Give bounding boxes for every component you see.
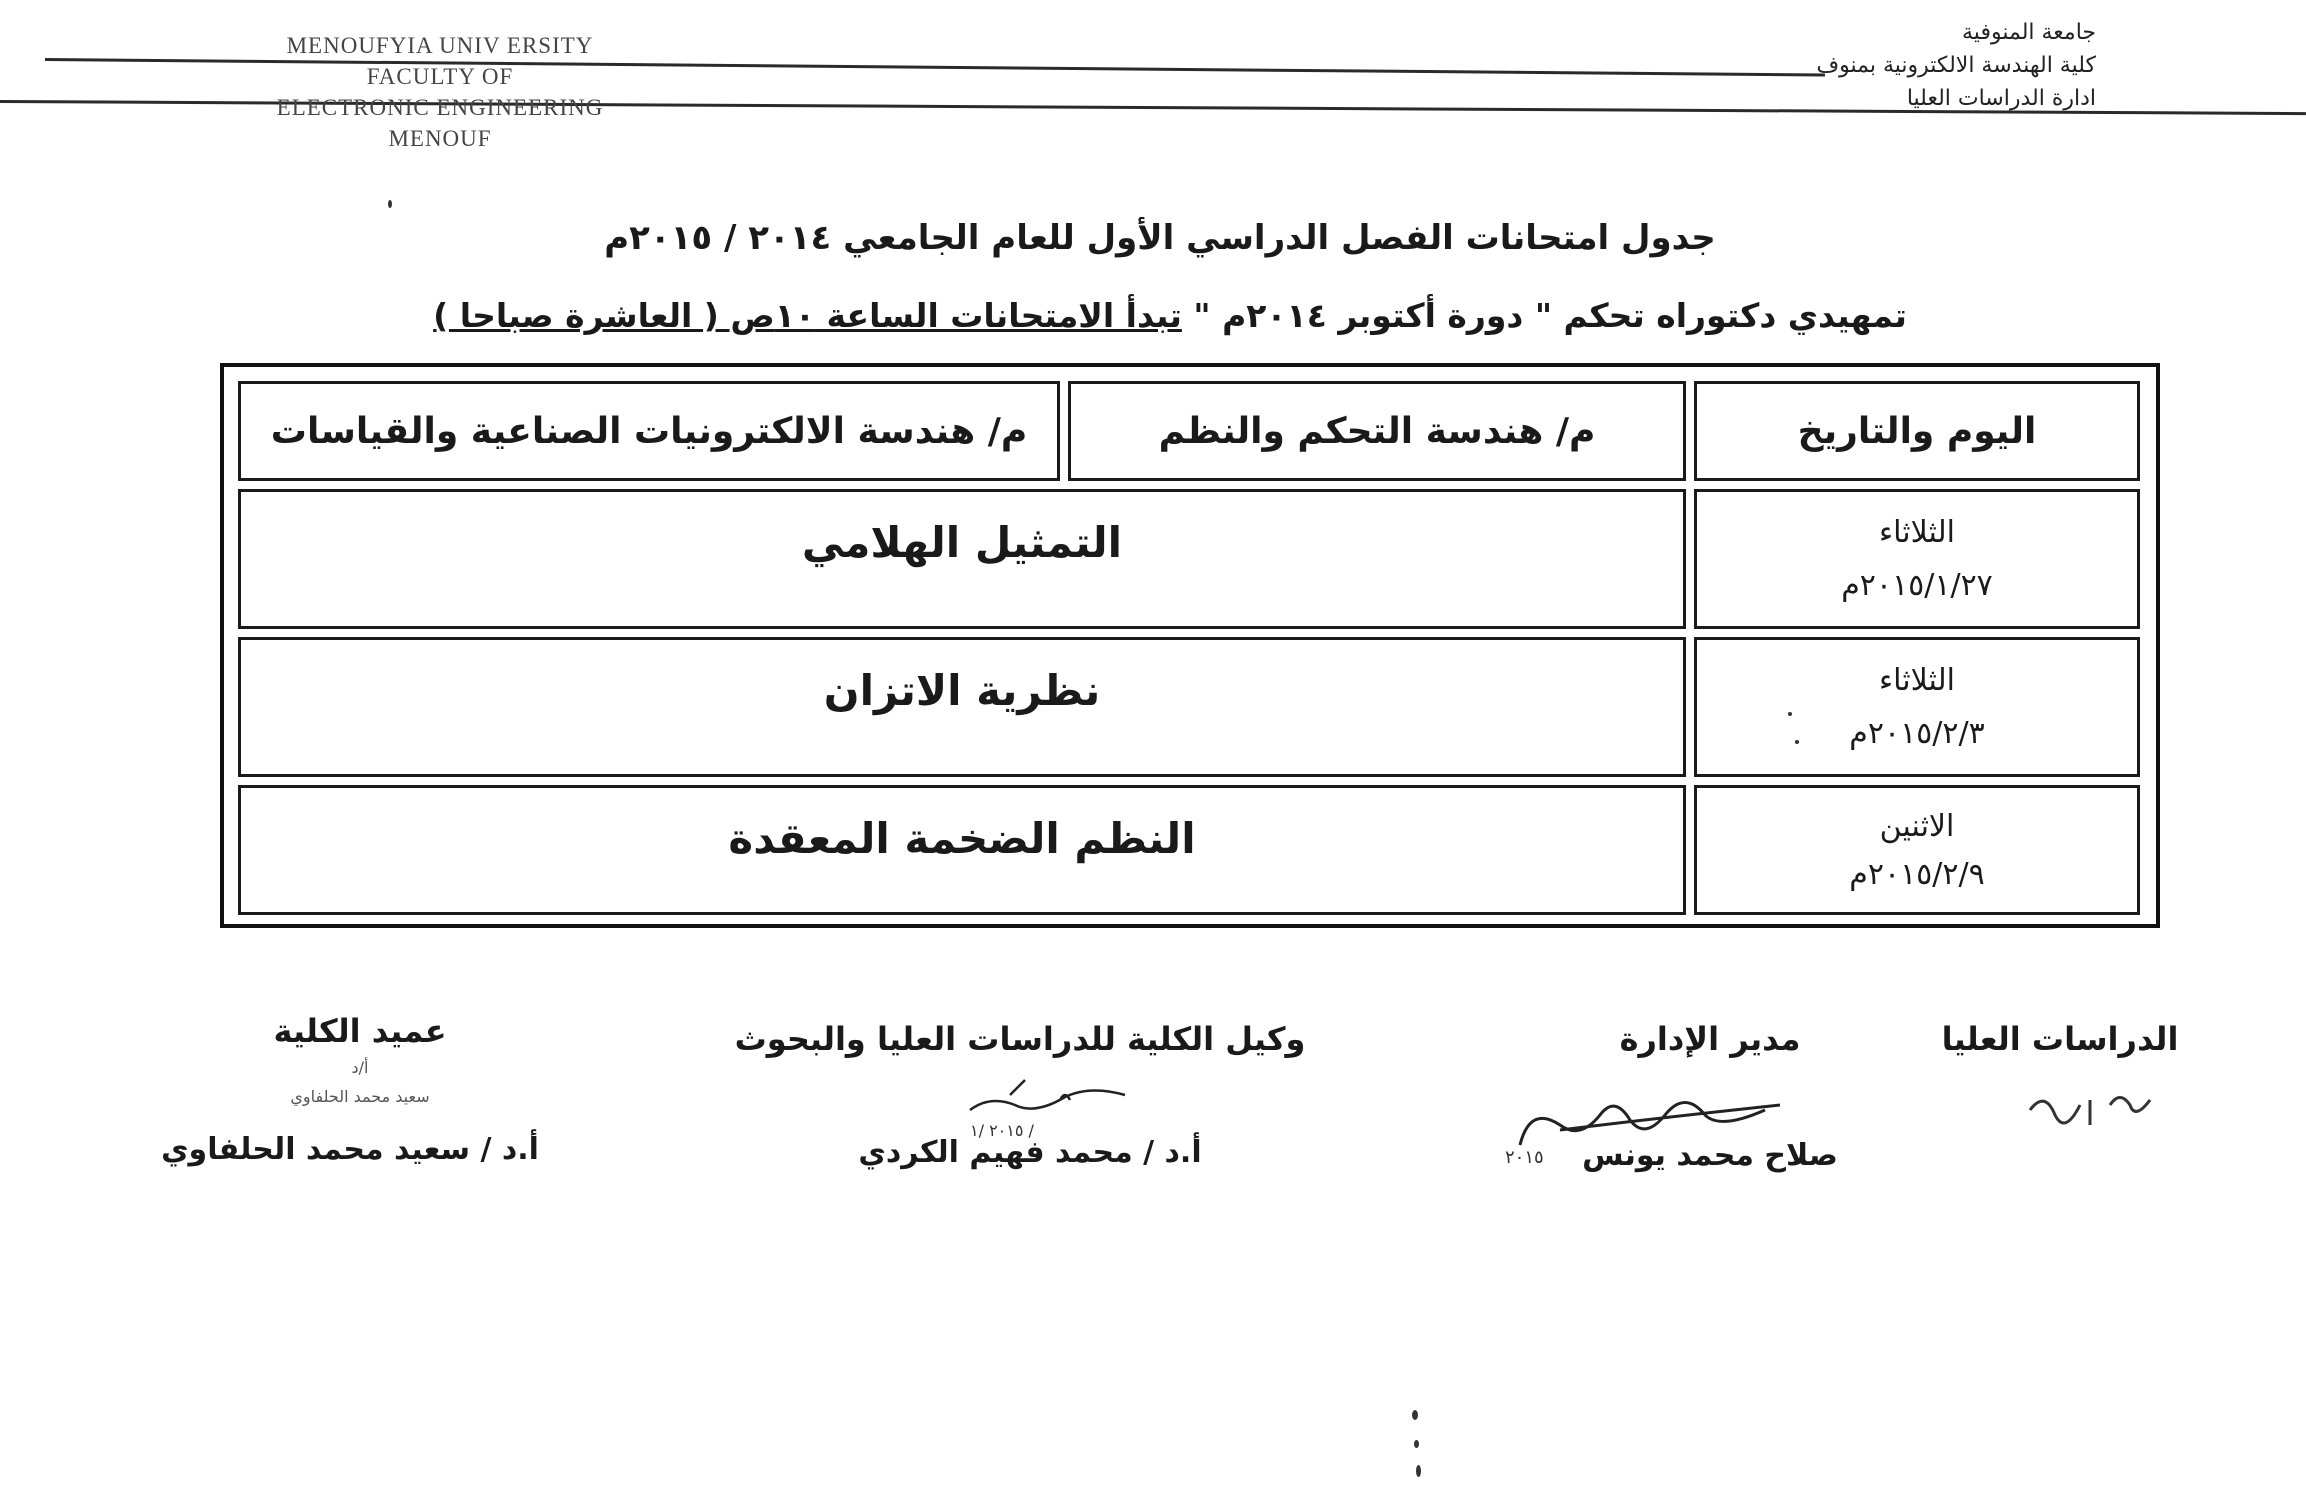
letterhead-ar-line3: ادارة الدراسات العليا <box>1906 86 2096 111</box>
scan-speck <box>1414 1440 1419 1448</box>
svg-text:٢٠١٥ /١ /: ٢٠١٥ /١ / <box>970 1121 1034 1140</box>
column-header-industrial-electronics <box>238 381 1060 481</box>
letterhead-en-line4: MENOUF <box>388 126 492 151</box>
vice-dean-name-block <box>820 1135 1240 1170</box>
grad-studies-title: الدراسات العليا <box>1941 1020 2179 1058</box>
letterhead-ar-line2: كلية الهندسة الالكترونية بمنوف <box>1816 53 2096 78</box>
row-1-date: ٢٠١٥/١/٢٧م <box>1841 568 1993 603</box>
document-title: جدول امتحانات الفصل الدراسي الأول للعام الجامعي ٢٠١٤ / ٢٠١٥م <box>604 218 1716 258</box>
row-2-subject-text: نظرية الاتزان <box>823 666 1101 715</box>
dean-stamp-title: أ/د <box>351 1058 369 1077</box>
column-header-control-systems <box>1068 381 1686 481</box>
dean-stamp-name: سعيد محمد الحلفاوي <box>290 1087 430 1106</box>
letterhead-ar <box>1676 16 2096 115</box>
table-row-1-day-date <box>1694 489 2140 629</box>
column-header-control-systems-label: م/ هندسة التحكم والنظم <box>1158 410 1596 452</box>
column-header-industrial-electronics-label: م/ هندسة الالكترونيات الصناعية والقياسات <box>270 410 1028 452</box>
table-row-2-subject <box>238 637 1686 777</box>
scan-speck <box>1788 712 1792 716</box>
signature-grad-studies <box>1920 1020 2200 1058</box>
vice-dean-signature-scribble <box>950 1070 1150 1140</box>
svg-text:٢٠١٥: ٢٠١٥ <box>1505 1147 1544 1165</box>
row-3-day: الاثنين <box>1879 808 1955 844</box>
column-header-day-date-label: اليوم والتاريخ <box>1797 410 2037 452</box>
scan-speck <box>1412 1410 1418 1420</box>
row-2-date: ٢٠١٥/٢/٣م <box>1849 716 1985 751</box>
scan-speck <box>1795 740 1799 744</box>
subtitle-course: تمهيدي دكتوراه تحكم " دورة أكتوبر ٢٠١٤م " <box>1193 296 1907 335</box>
column-header-day-date <box>1694 381 2140 481</box>
row-2-day: الثلاثاء <box>1878 663 1956 698</box>
letterhead-en <box>250 30 630 154</box>
vice-dean-title: وكيل الكلية للدراسات العليا والبحوث <box>734 1020 1306 1058</box>
dean-name: أ.د / سعيد محمد الحلفاوي <box>161 1132 539 1167</box>
signature-vice-dean <box>720 1020 1320 1058</box>
table-row-3-day-date <box>1694 785 2140 915</box>
dean-name-block <box>150 1132 550 1167</box>
admin-director-name: صلاح محمد يونس <box>1582 1138 1838 1173</box>
dean-title: عميد الكلية <box>273 1012 447 1050</box>
row-1-subject-text: التمثيل الهلامي <box>801 518 1123 567</box>
scan-speck <box>388 200 392 208</box>
row-1-day: الثلاثاء <box>1878 515 1956 550</box>
letterhead-en-line3: ELECTRONIC ENGINEERING <box>276 95 604 120</box>
letterhead-ar-line1: جامعة المنوفية <box>1962 20 2096 45</box>
vice-dean-name: أ.د / محمد فهيم الكردي <box>858 1135 1202 1170</box>
document-subtitle <box>380 296 1960 335</box>
exam-table <box>220 363 2160 928</box>
table-row-3-subject <box>238 785 1686 915</box>
scan-speck <box>1416 1465 1421 1477</box>
admin-director-name-block <box>1540 1138 1880 1173</box>
table-row-1-subject <box>238 489 1686 629</box>
row-3-subject-text: النظم الضخمة المعقدة <box>728 814 1196 863</box>
row-3-date: ٢٠١٥/٢/٩م <box>1849 856 1985 892</box>
subtitle-start-time: تبدأ الامتحانات الساعة ١٠ص ( العاشرة صباحا ) <box>433 296 1182 335</box>
grad-studies-initials-scribble <box>2020 1080 2160 1130</box>
admin-director-title: مدير الإدارة <box>1619 1020 1801 1058</box>
letterhead-en-line1: MENOUFYIA UNIV ERSITY <box>286 33 594 58</box>
table-row-2-day-date <box>1694 637 2140 777</box>
signature-dean <box>200 1012 520 1106</box>
letterhead-en-line2: FACULTY OF <box>366 64 514 89</box>
signature-admin-director <box>1540 1020 1880 1058</box>
